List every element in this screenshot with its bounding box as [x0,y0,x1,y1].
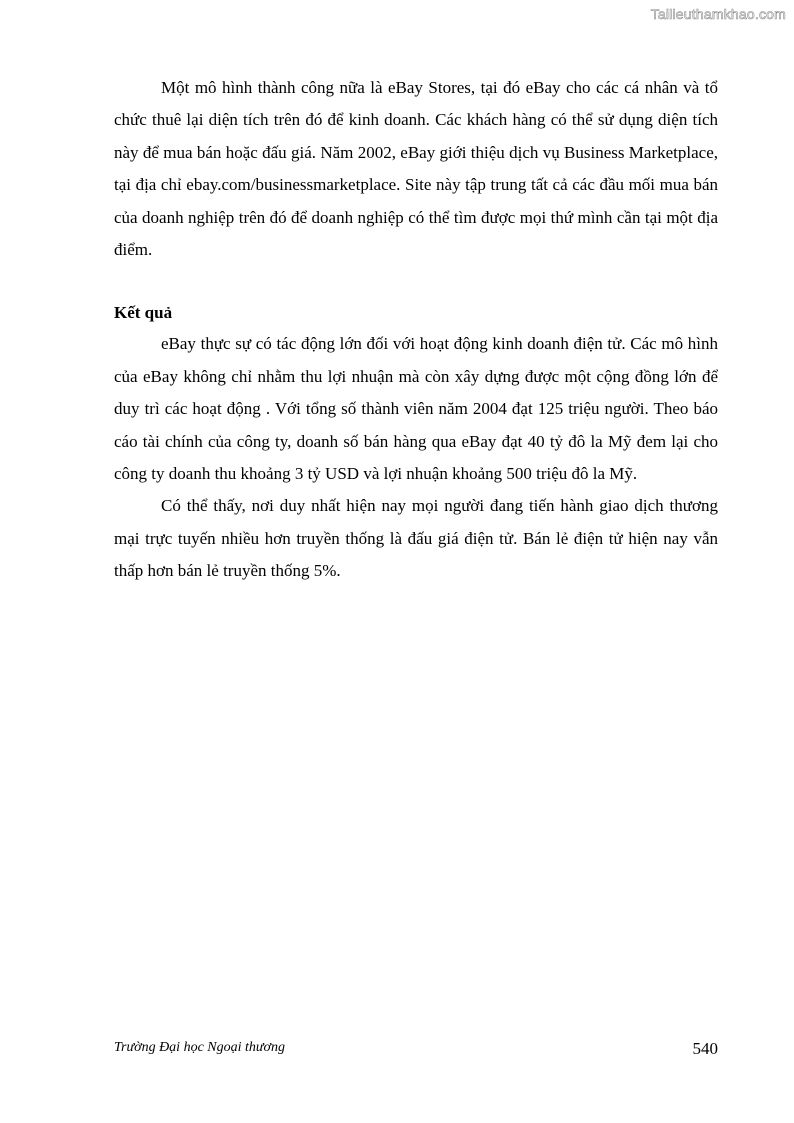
section-heading-results: Kết quả [114,303,173,323]
watermark: Tailieuthamkhao.com [650,6,786,22]
paragraph-ebay-stores: Một mô hình thành công nữa là eBay Stores, tại đó eBay cho các cá nhân và tổ chức thuê lại diện tích trên đó để kinh doanh. Các khách hàng có thể sử dụng diện tích này để mua bán hoặc đấu giá. Năm 2002, eBay giới thiệu dịch vụ Business Marketplace, tại địa chỉ ebay.com/businessmarketplace. Site này tập trung tất cả các đầu mối mua bán của doanh nghiệp trên đó để doanh nghiệp có thể tìm được mọi thứ mình cần tại một địa điểm. [114,78,718,260]
document-body [114,72,718,588]
paragraph-e-auction: Có thể thấy, nơi duy nhất hiện nay mọi người đang tiến hành giao dịch thương mại trực tuyến nhiều hơn truyền thống là đấu giá điện tử. Bán lẻ điện tử hiện nay vẫn thấp hơn bán lẻ truyền thống 5%. [114,496,718,581]
paragraph-ebay-impact: eBay thực sự có tác động lớn đối với hoạt động kinh doanh điện tử. Các mô hình của eBay không chỉ nhằm thu lợi nhuận mà còn xây dựng được một cộng đồng lớn để duy trì các hoạt động . Với tổng số thành viên năm 2004 đạt 125 triệu người. Theo báo cáo tài chính của công ty, doanh số bán hàng qua eBay đạt 40 tỷ đô la Mỹ đem lại cho công ty doanh thu khoảng 3 tỷ USD và lợi nhuận khoảng 500 triệu đô la Mỹ. [114,334,718,484]
page-number: 540 [692,1039,718,1058]
footer-institution: Trường Đại học Ngoại thương [114,1040,286,1055]
